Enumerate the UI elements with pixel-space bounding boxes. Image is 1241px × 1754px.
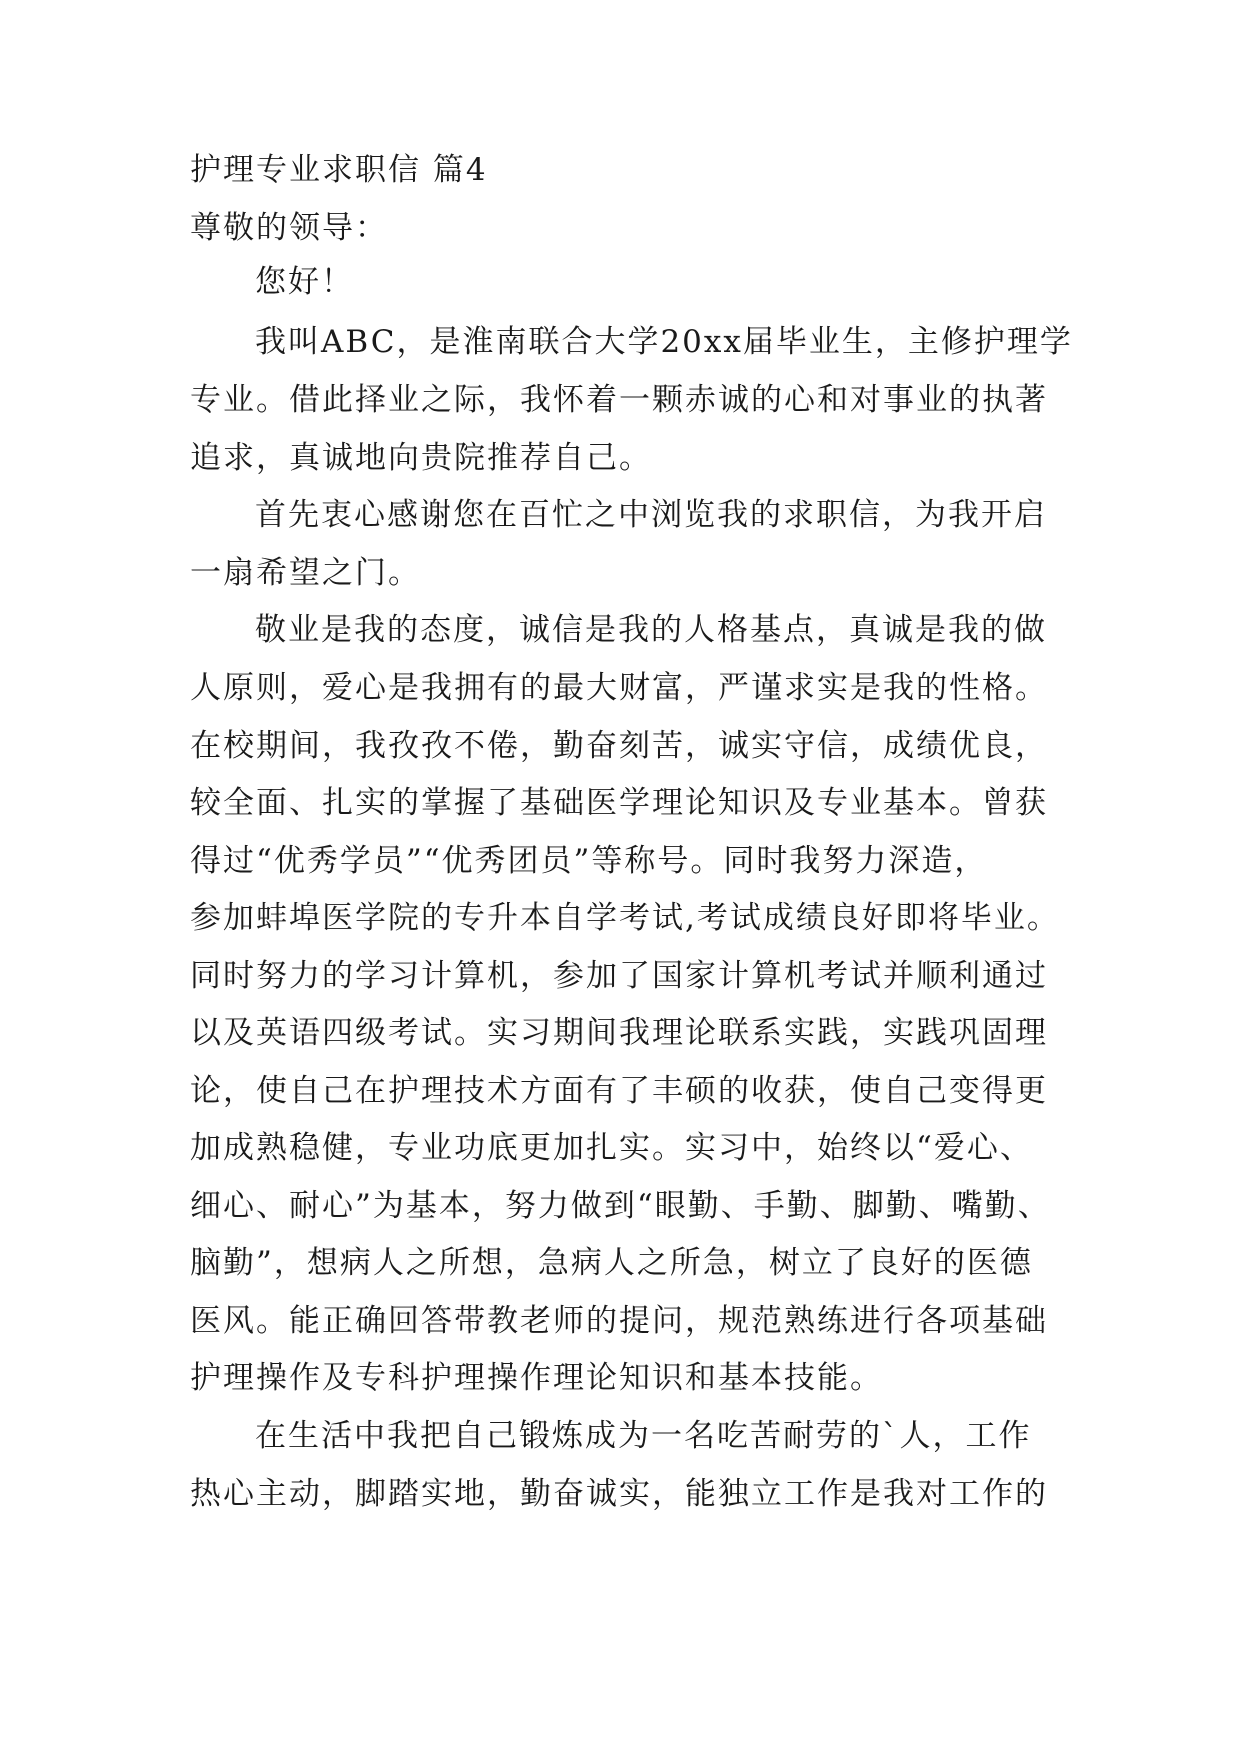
text-line: 一扇希望之门。 — [190, 555, 421, 591]
text-line: 脑勤”，想病人之所想，急病人之所急，树立了良好的医德 — [190, 1245, 1033, 1281]
text-line: 专业。借此择业之际，我怀着一颗赤诚的心和对事业的执著 — [190, 382, 1048, 418]
text-line: 在生活中我把自己锻炼成为一名吃苦耐劳的`人，工作 — [255, 1418, 1032, 1454]
salutation: 尊敬的领导： — [190, 210, 388, 246]
text-line: 以及英语四级考试。实习期间我理论联系实践，实践巩固理 — [190, 1015, 1048, 1051]
text-line: 热心主动，脚踏实地，勤奋诚实，能独立工作是我对工作的 — [190, 1476, 1048, 1512]
text-line: 医风。能正确回答带教老师的提问，规范熟练进行各项基础 — [190, 1303, 1048, 1339]
document-title: 护理专业求职信 篇4 — [190, 152, 488, 188]
text-line: 在校期间，我孜孜不倦，勤奋刻苦，诚实守信，成绩优良， — [190, 728, 1048, 764]
greeting: 您好！ — [255, 264, 354, 300]
text-line: 我叫ABC，是淮南联合大学20xx届毕业生，主修护理学 — [255, 324, 1073, 360]
text-line: 较全面、扎实的掌握了基础医学理论知识及专业基本。曾获 — [190, 785, 1048, 821]
text-line: 细心、耐心”为基本，努力做到“眼勤、手勤、脚勤、嘴勤、 — [190, 1188, 1051, 1224]
text-line: 首先衷心感谢您在百忙之中浏览我的求职信，为我开启 — [255, 497, 1047, 533]
text-line: 同时努力的学习计算机，参加了国家计算机考试并顺利通过 — [190, 958, 1048, 994]
text-line: 论，使自己在护理技术方面有了丰硕的收获，使自己变得更 — [190, 1073, 1048, 1109]
text-line: 参加蚌埠医学院的专升本自学考试,考试成绩良好即将毕业。 — [190, 900, 1060, 936]
text-line: 人原则，爱心是我拥有的最大财富，严谨求实是我的性格。 — [190, 670, 1048, 706]
text-line: 得过“优秀学员”“优秀团员”等称号。同时我努力深造， — [190, 843, 988, 879]
text-line: 敬业是我的态度，诚信是我的人格基点，真诚是我的做 — [255, 612, 1047, 648]
text-line: 加成熟稳健，专业功底更加扎实。实习中，始终以“爱心、 — [190, 1130, 1033, 1166]
text-line: 护理操作及专科护理操作理论知识和基本技能。 — [190, 1360, 883, 1396]
text-line: 追求，真诚地向贵院推荐自己。 — [190, 440, 652, 476]
